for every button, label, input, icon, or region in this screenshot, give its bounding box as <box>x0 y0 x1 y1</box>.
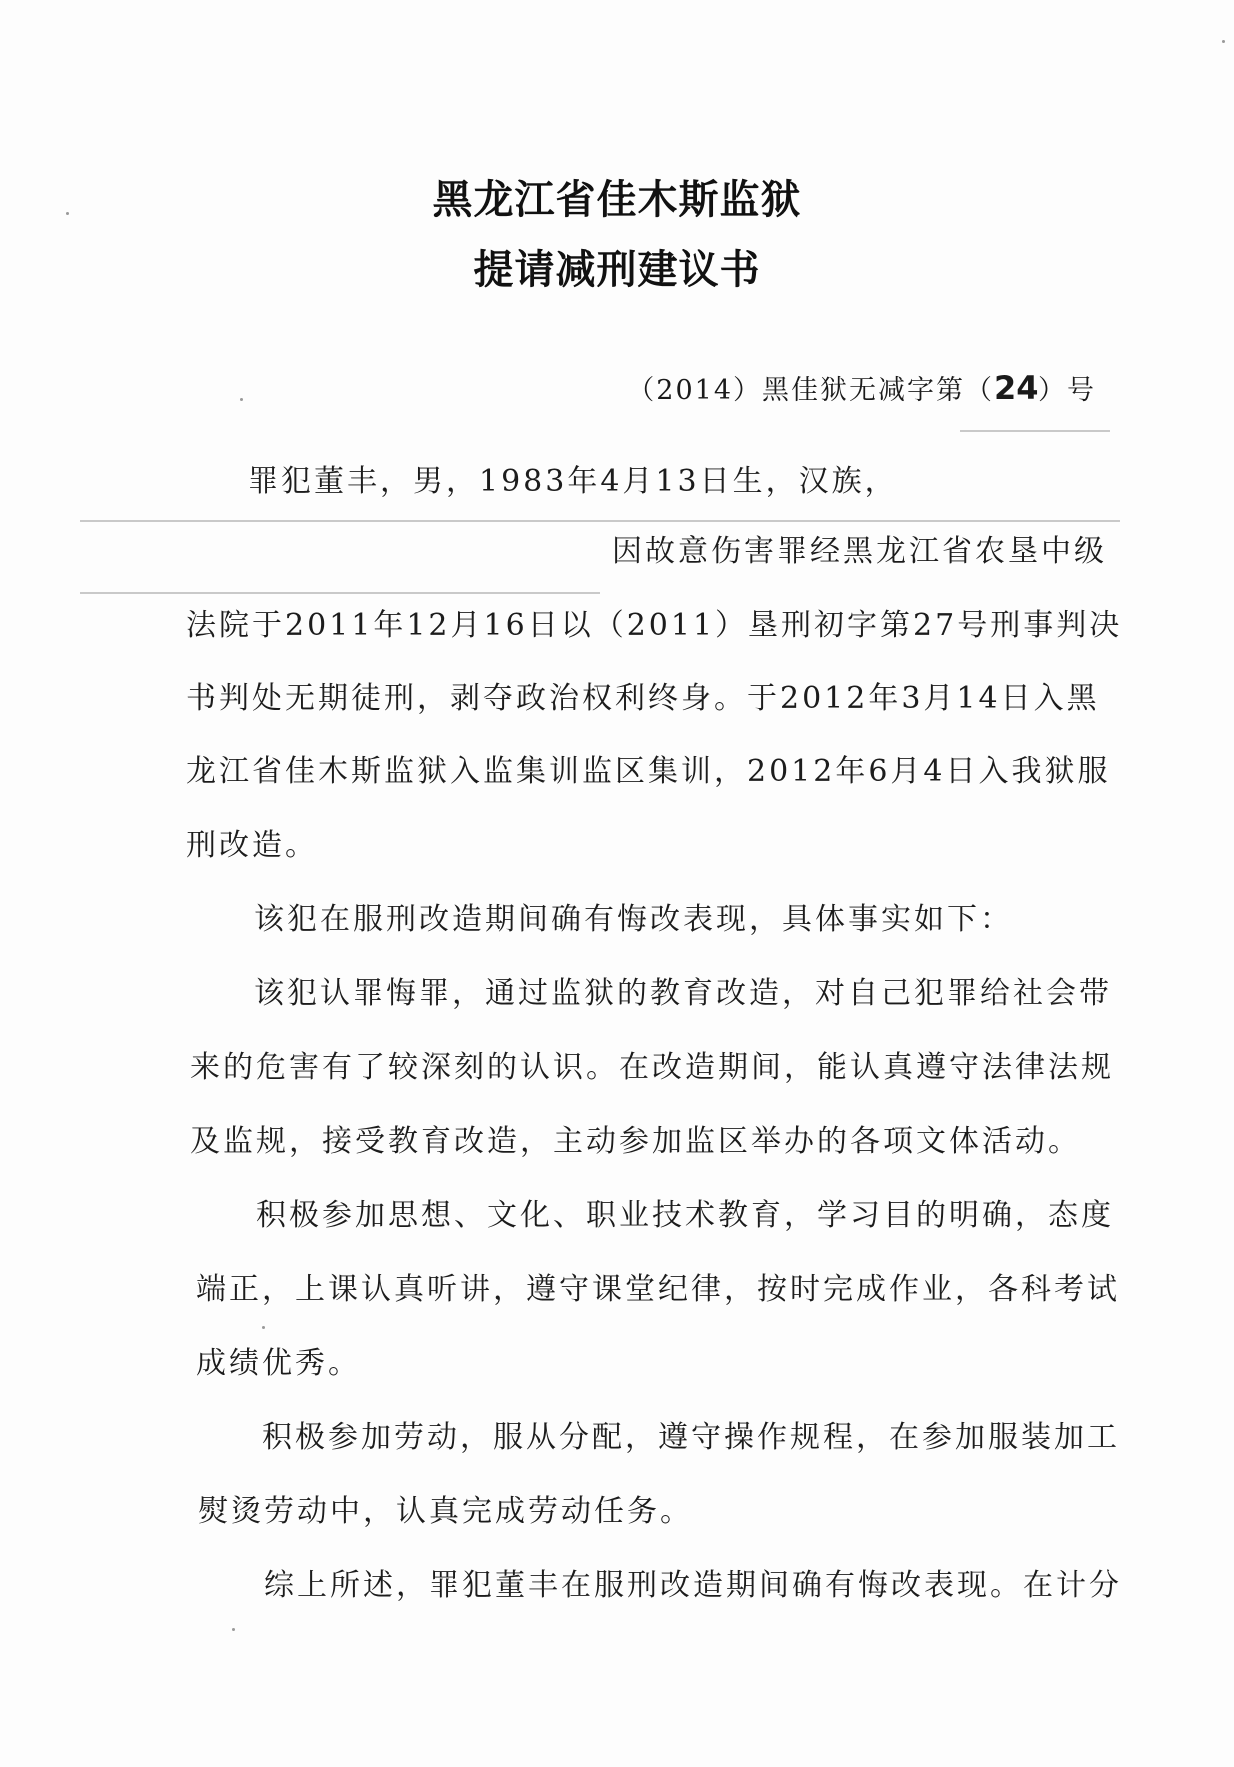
redaction-edge <box>960 430 1110 432</box>
scan-speck <box>240 398 243 401</box>
body-line-16: 综上所述，罪犯董丰在服刑改造期间确有悔改表现。在计分 <box>264 1568 1122 1603</box>
body-line-8: 该犯认罪悔罪，通过监狱的教育改造，对自己犯罪给社会带 <box>254 976 1112 1011</box>
document-number <box>627 368 1096 407</box>
body-line-3: 法院于2011年12月16日以（2011）垦刑初字第27号刑事判决 <box>186 608 1123 643</box>
body-line-2: 因故意伤害罪经黑龙江省农垦中级 <box>612 534 1107 569</box>
body-line-15: 熨烫劳动中，认真完成劳动任务。 <box>198 1494 693 1529</box>
redaction-edge <box>80 592 600 594</box>
scan-speck <box>262 1326 265 1329</box>
body-line-5: 龙江省佳木斯监狱入监集训监区集训，2012年6月4日入我狱服 <box>186 754 1111 789</box>
document-title-line-1: 黑龙江省佳木斯监狱 <box>432 177 802 223</box>
body-line-13: 成绩优秀。 <box>196 1346 361 1381</box>
scan-speck <box>232 1628 235 1631</box>
body-line-11: 积极参加思想、文化、职业技术教育，学习目的明确，态度 <box>256 1198 1114 1233</box>
redaction-edge <box>80 520 1120 522</box>
body-line-1: 罪犯董丰，男，1983年4月13日生，汉族， <box>248 464 898 499</box>
document-number-value: 24 <box>994 369 1039 407</box>
body-line-12: 端正，上课认真听讲，遵守课堂纪律，按时完成作业，各科考试 <box>196 1272 1120 1307</box>
scan-speck <box>1222 40 1225 43</box>
body-line-14: 积极参加劳动，服从分配，遵守操作规程，在参加服装加工 <box>262 1420 1120 1455</box>
body-line-9: 来的危害有了较深刻的认识。在改造期间，能认真遵守法律法规 <box>190 1050 1114 1085</box>
document-title-line-2: 提请减刑建议书 <box>473 247 761 293</box>
body-line-4: 书判处无期徒刑，剥夺政治权利终身。于2012年3月14日入黑 <box>186 681 1100 716</box>
body-line-10: 及监规，接受教育改造，主动参加监区举办的各项文体活动。 <box>190 1124 1081 1159</box>
document-number-suffix: ）号 <box>1038 375 1096 406</box>
body-line-7: 该犯在服刑改造期间确有悔改表现，具体事实如下： <box>254 902 1013 937</box>
document-number-prefix: （2014）黑佳狱无减字第（ <box>627 375 994 406</box>
body-line-6: 刑改造。 <box>186 828 318 863</box>
scan-speck <box>66 212 69 215</box>
